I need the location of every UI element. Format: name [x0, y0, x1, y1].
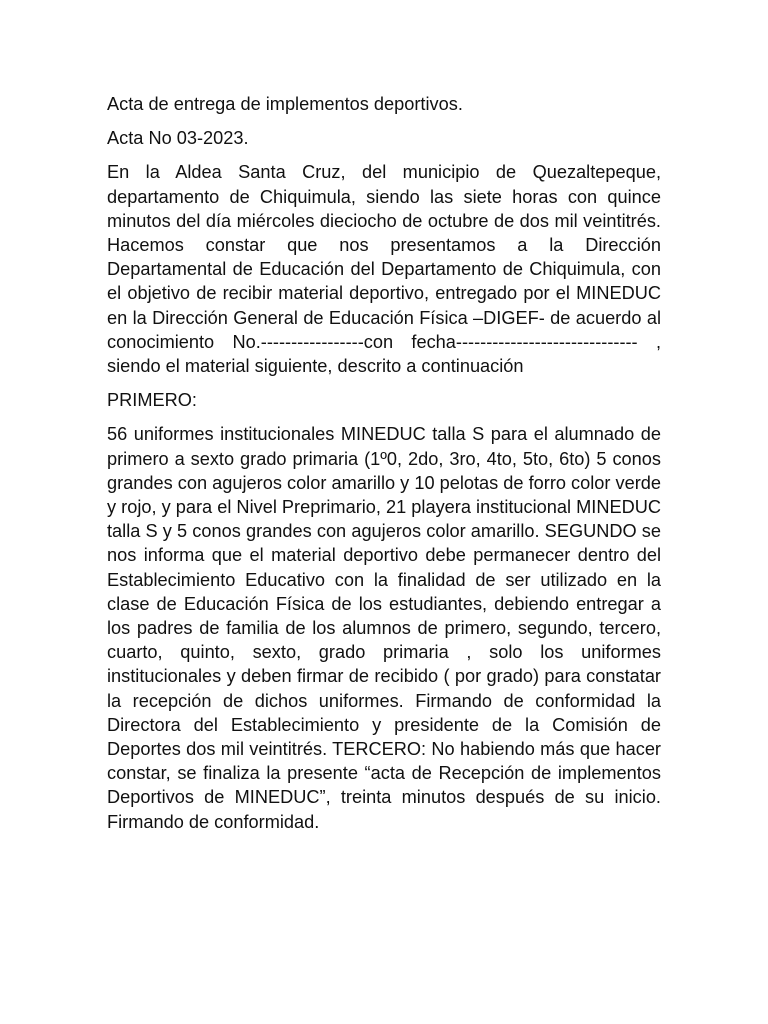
acta-number: Acta No 03-2023. — [107, 128, 249, 149]
section-heading-primero: PRIMERO: — [107, 390, 197, 411]
document-title: Acta de entrega de implementos deportivos. — [107, 94, 463, 114]
main-paragraph: 56 uniformes institucionales MINEDUC talla S para el alumnado de primero a sexto grado primaria (1º0, 2do, 3ro, 4to, 5to, 6to) 5 conos grandes con agujeros color amarillo y 10 pelotas de forro color verde y rojo, y para el Nivel Preprimario, 21 playera institucional MINEDUC talla S y 5 conos grandes con agujeros color amarillo. SEGUNDO se nos informa que el material deportivo debe permanecer dentro del Establecimiento Educativo con la finalidad de ser utilizado en la clase de Educación Física de los estudiantes, debiendo entregar a los padres de familia de los alumnos de primero, segundo, tercero, cuarto, quinto, sexto, grado primaria , solo los uniformes institucionales y deben firmar de recibido ( por grado) para constatar la recepción de dichos uniformes. Firmando de conformidad la Directora del Establecimiento y presidente de la Comisión de Deportes dos mil veintitrés. TERCERO: No habiendo más que hacer constar, se finaliza la presente “acta de Recepción de implementos Deportivos de MINEDUC”, treinta minutos después de su inicio. Firmando de conformidad. — [107, 424, 662, 832]
intro-paragraph: En la Aldea Santa Cruz, del municipio de Quezaltepeque, departamento de Chiquimula, siendo las siete horas con quince minutos del día miércoles dieciocho de octubre de dos mil veintitrés. Hacemos constar que nos presentamos a la Dirección Departamental de Educación del Departamento de Chiquimula, con el objetivo de recibir material deportivo, entregado por el MINEDUC en la Dirección General de Educación Física –DIGEF- de acuerdo al conocimiento No.-----------------con fecha------------------------------ , siendo el material siguiente, descrito a continuación — [107, 162, 661, 377]
document-body — [107, 92, 661, 844]
